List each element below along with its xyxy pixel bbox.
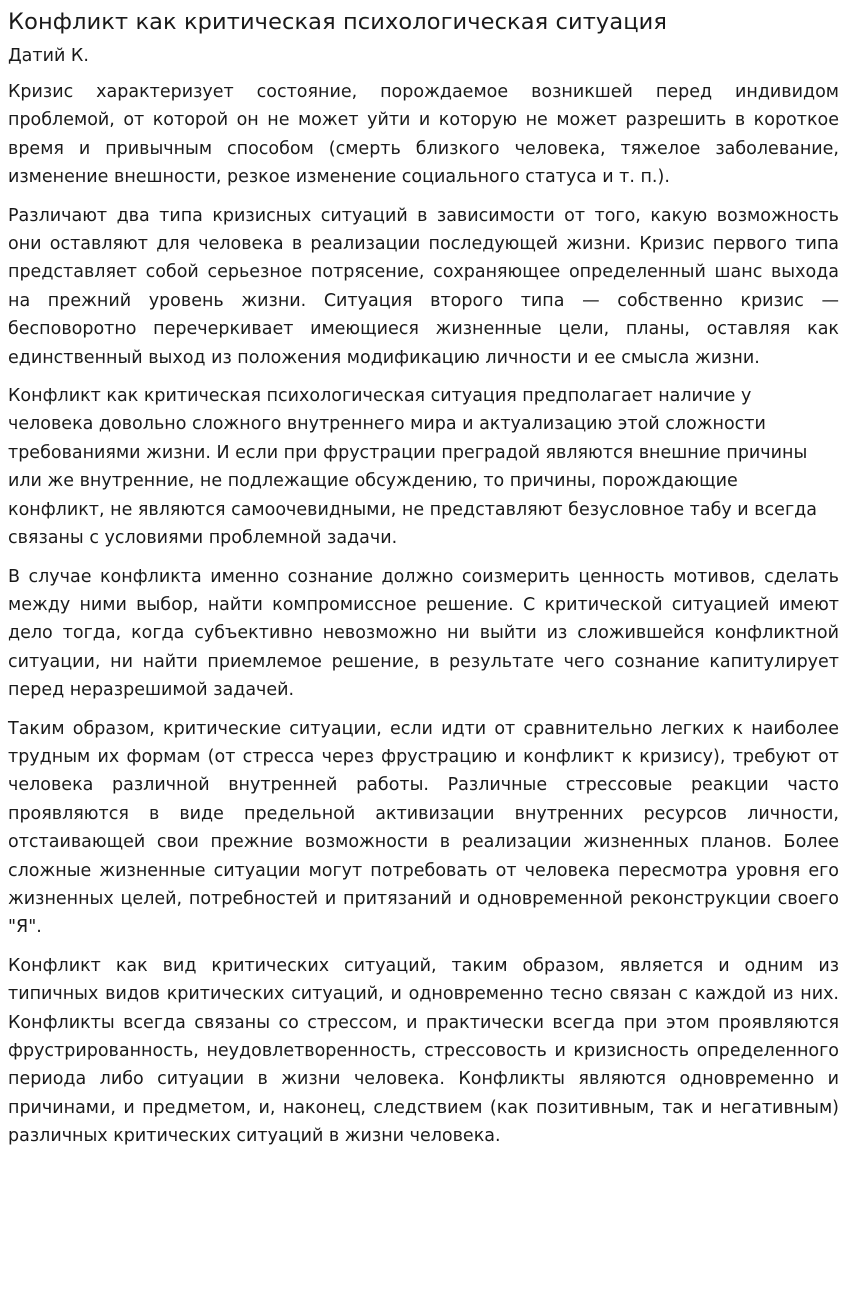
paragraph-5: Таким образом, критические ситуации, если идти от сравнительно легких к наиболее трудным их формам (от стресса через фрустрацию и конфликт к кризису), требуют от человека различной внутренней работы. Различные стрессовые реакции часто проявляются в виде предельной активизации внутренних ресурсов личности, отстаивающей свои прежние возможности в реализации жизненных планов. Более сложные жизненные ситуации могут потребовать от человека пересмотра уровня его жизненных целей, потребностей и притязаний и одновременной реконструкции своего "Я". [8, 718, 839, 938]
paragraph-6: Конфликт как вид критических ситуаций, таким образом, является и одним из типичных видов критических ситуаций, и одновременно тесно связан с каждой из них. Конфликты всегда связаны со стрессом, и практически всегда при этом проявляются фрустрированность, неудовлетворенность, стрессовость и кризисность определенного периода либо ситуации в жизни человека. Конфликты являются одновременно и причинами, и предметом, и, наконец, следствием (как позитивным, так и негативным) различных критических ситуаций в жизни человека. [8, 955, 839, 1147]
paragraph-2: Различают два типа кризисных ситуаций в зависимости от того, какую возможность они оставляют для человека в реализации последующей жизни. Кризис первого типа представляет собой серьезное потрясение, сохраняющее определенный шанс выхода на прежний уровень жизни. Ситуация второго типа — собственно кризис — бесповоротно перечеркивает имеющиеся жизненные цели, планы, оставляя как единственный выход из положения модификацию личности и ее смысла жизни. [8, 205, 839, 368]
paragraph-3: Конфликт как критическая психологическая ситуация предполагает наличие у человека довольно сложного внутреннего мира и актуализацию этой сложности требованиями жизни. И если при фрустрации преградой являются внешние причины или же внутренние, не подлежащие обсуждению, то причины, порождающие конфликт, не являются самоочевидными, не представляют безусловное табу и всегда связаны с условиями проблемной задачи. [8, 386, 817, 549]
paragraph-1: Кризис характеризует состояние, порождаемое возникшей перед индивидом проблемой, от которой он не может уйти и которую не может разрешить в короткое время и привычным способом (смерть близкого человека, тяжелое заболевание, изменение внешности, резкое изменение социального статуса и т. п.). [8, 82, 839, 188]
document-author: Датий К. [8, 46, 89, 66]
paragraph-4: В случае конфликта именно сознание должно соизмерить ценность мотивов, сделать между ними выбор, найти компромиссное решение. С критической ситуацией имеют дело тогда, когда субъективно невозможно ни выйти из сложившейся конфликтной ситуации, ни найти приемлемое решение, в результате чего сознание капитулирует перед неразрешимой задачей. [8, 566, 839, 701]
document-title: Конфликт как критическая психологическая ситуация [8, 9, 667, 35]
